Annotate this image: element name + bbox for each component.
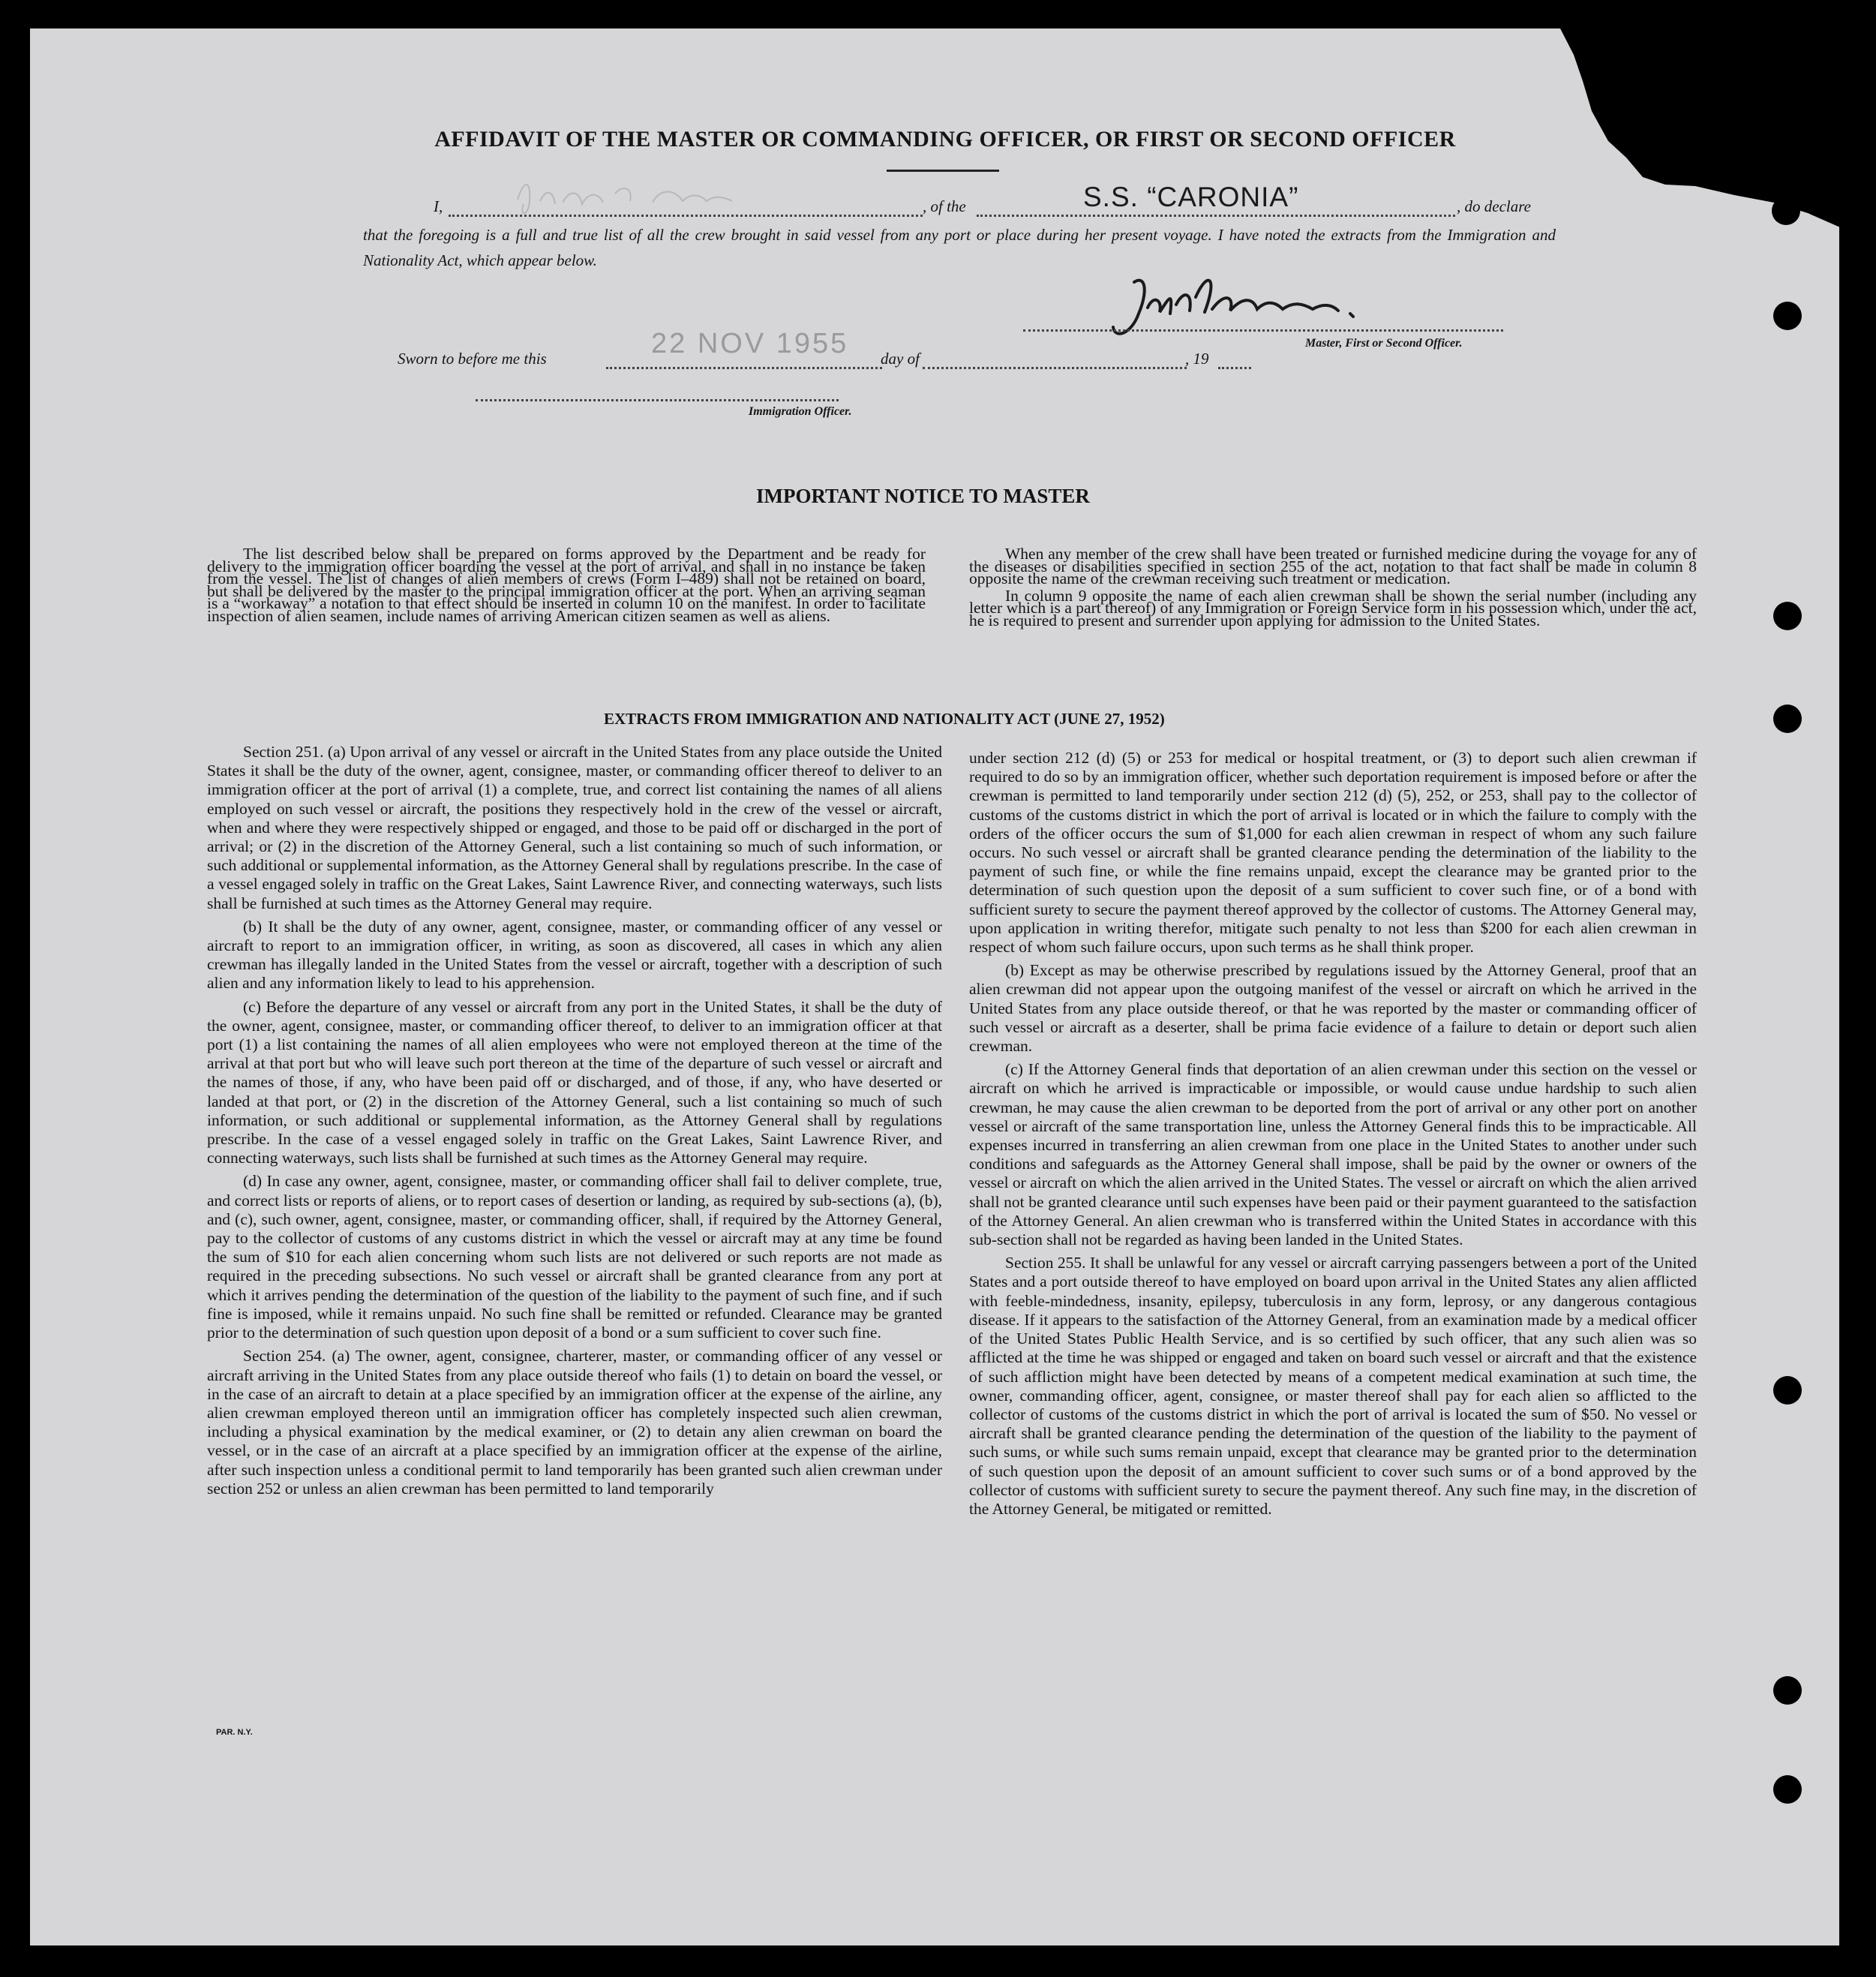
binder-hole: [1772, 197, 1800, 225]
title-rule: [887, 170, 999, 172]
extract-section-255: Section 255. It shall be unlawful for any vessel or aircraft carrying passengers between a port of the United States and a port outside thereof to have employed on board upon arrival in the United States any alien afflicted with feeble-mindedness, insanity, epilepsy, tuberculosis in any form, leprosy, or any dangerous contagious disease. If it appears to the satisfaction of the Attorney General, from an examination made by a medical officer of the United States Public Health Service, and is so certified by such officer, that any such alien was so afflicted at the time he was shipped or engaged and taken on board such vessel or aircraft and that the existence of such affliction might have been detected by means of a competent medical examination at such time, the owner, commanding officer, agent, consignee, or master thereof shall pay for each alien so afflicted to the collector of customs of the customs district in which the port of arrival is located the sum of $50. No vessel or aircraft shall be granted clearance pending the determination of the question of the liability to the payment of such sums, or while such sums remain unpaid, except that clearance may be granted prior to the determination of such question upon the deposit of an amount sufficient to cover such sums or of a bond approved by the collector of customs with sufficient surety to secure the payment thereof. Any such fine may, in the discretion of the Attorney General, be mitigated or remitted.: [969, 1254, 1697, 1518]
declaration-text: that the foregoing is a full and true list of all the crew brought in said vessel from any port or place during her present voyage. I have noted the extracts from the Immigration and Nationality Act, which appear below.: [363, 226, 1556, 269]
i-label: I,: [434, 197, 443, 215]
immigration-officer-line: [476, 399, 839, 401]
notice-right-paragraph-1: When any member of the crew shall have been treated or furnished medicine during the voyage for any of the diseases or disabilities specified in section 255 of the act, notation to that fact shall be made in column 8 opposite the name of the crewman receiving such treatment or medication.: [969, 545, 1697, 587]
binder-hole: [1773, 602, 1802, 630]
binder-hole: [1773, 302, 1802, 330]
torn-corner: [1560, 29, 1875, 276]
notice-title: IMPORTANT NOTICE TO MASTER: [756, 485, 1090, 507]
notice-right-column: [969, 545, 1697, 631]
extract-section-251-d: (d) In case any owner, agent, consignee, master, or commanding officer shall fail to deliver complete, true, and correct lists or reports of aliens, or to report cases of desertion or landing, as required by sub-sections (a), (b), and (c), such owner, agent, consignee, master, or commanding officer, shall, if required by the Attorney General, pay to the collector of customs of any customs district in which the vessel or aircraft may at any time be found the sum of $10 for each alien concerning whom such lists are not delivered or such reports are not made as required in the preceding subsections. No such vessel or aircraft shall be granted clearance from any port at which it arrives pending the determination of the question of the liability to the payment of such fine, and if such fine is imposed, while it remains unpaid. No such fine shall be remitted or refunded. Clearance may be granted prior to the determination of such question upon deposit of a bond or a sum sufficient to cover such fine.: [207, 1172, 942, 1342]
footer-mark: PAR. N.Y.: [216, 1728, 253, 1737]
binder-hole: [1773, 1676, 1802, 1705]
officer-caption: Immigration Officer.: [749, 405, 852, 418]
vessel-line: [977, 215, 1455, 217]
extract-section-251-b: (b) It shall be the duty of any owner, agent, consignee, master, or commanding officer of any vessel or aircraft to report to an immigration officer, in writing, as soon as discovered, all cases in which any alien crewman has illegally landed in the United States from the vessel or aircraft, together with a description of such alien and any information likely to lead to his apprehension.: [207, 917, 942, 993]
day-of-label: day of: [881, 350, 920, 368]
extract-section-251-a: Section 251. (a) Upon arrival of any vessel or aircraft in the United States from any place outside the United States it shall be the duty of the owner, agent, consignee, master, or commanding officer thereof to deliver to an immigration officer at the port of arrival (1) a complete, true, and correct list containing the names of all aliens employed on such vessel or aircraft, the positions they respectively hold in the crew of the vessel or aircraft, when and where they were respectively shipped or engaged, and those to be paid off or discharged in the port of arrival; or (2) in the discretion of the Attorney General, such a list containing so much of such information, or such additional or supplemental information, as the Attorney General shall by regulations prescribe. In the case of a vessel engaged solely in traffic on the Great Lakes, Saint Lawrence River, and connecting waterways, such lists shall be furnished at such times as the Attorney General may require.: [207, 743, 942, 912]
binder-hole: [1773, 1775, 1802, 1804]
extract-section-254-c: (c) If the Attorney General finds that deportation of an alien crewman under this section on the vessel or aircraft on which he arrived is impracticable or impossible, or would cause undue hardship to such alien crewman, he may cause the alien crewman to be deported from the port of arrival or any other port on another vessel or aircraft of the same transportation line, unless the Attorney General finds this to be impracticable. All expenses incurred in transferring an alien crewman from one place in the United States to another under such conditions and safeguards as the Attorney General shall impose, shall be paid by the owner or owners of the vessel or aircraft on which the alien arrived in the United States. The vessel or aircraft on which the alien arrived shall not be granted clearance until such expenses have been paid or their payment guaranteed to the satisfaction of the Attorney General. An alien crewman who is transferred within the United States in accordance with this sub-section shall not be regarded as having been landed in the United States.: [969, 1060, 1697, 1249]
sworn-day-line: [606, 367, 882, 369]
notice-left-paragraph: The list described below shall be prepared on forms approved by the Department and be ready for delivery to the immigration officer boarding the vessel at the port of arrival, and shall in no instance be taken from the vessel. The list of changes of alien members of crews (Form I–489) shall not be retained on board, but shall be delivered by the master to the principal immigration officer at the port. When an arriving seaman is a “workaway” a notation to that effect should be inserted in column 10 on the manifest. In order to facilitate inspection of alien seamen, include names of arriving American citizen seamen as well as aliens.: [207, 545, 926, 625]
faint-signature: [510, 171, 795, 225]
extract-section-254-a: Section 254. (a) The owner, agent, consignee, charterer, master, or commanding officer of any vessel or aircraft arriving in the United States from any place outside thereof who fails (1) to detain on board the vessel, or in the case of an aircraft to detain at a place specified by an immigration officer at the expense of the airline, any alien crewman employed thereon until an immigration officer has completely inspected such alien crewman, including a physical examination by the medical examiner, or (2) to detain any alien crewman on board the vessel, or in the case of an aircraft at a place specified by an immigration officer at the expense of the airline, after such inspection unless a conditional permit to land temporarily has been granted such alien crewman under section 252 or unless an alien crewman has been permitted to land temporarily: [207, 1347, 942, 1498]
date-stamp: 22 NOV 1955: [651, 328, 849, 359]
of-the-label: , of the: [923, 197, 966, 215]
notice-left-column: [207, 545, 926, 626]
master-signature-line: [1023, 329, 1503, 332]
extracts-title: EXTRACTS FROM IMMIGRATION AND NATIONALITY ACT (JUNE 27, 1952): [604, 710, 1165, 728]
form-sheet: [30, 29, 1839, 1945]
year-line: [1218, 367, 1251, 369]
declare-label: , do declare: [1457, 197, 1531, 215]
vessel-name: S.S. “CARONIA”: [1083, 182, 1299, 212]
month-line: [923, 367, 1187, 369]
extracts-left-column: [207, 743, 942, 1503]
year-label: , 19: [1185, 350, 1209, 368]
extract-section-254-a-continued: under section 212 (d) (5) or 253 for medical or hospital treatment, or (3) to deport such alien crewman if required to do so by an immigration officer, whether such deportation requirement is imposed before or after the crewman is permitted to land temporarily under section 212 (d) (5), 252, or 253, shall pay to the collector of customs of the customs district in which the port of arrival is located or in which the failure to comply with the orders of the officer occurs the sum of $1,000 for each alien crewman in respect of whom any such failure occurs. No such vessel or aircraft shall be granted clearance pending the determination of the liability to the payment of such fine, or while the fine remains unpaid, except the clearance may be granted prior to the determination of such question upon the deposit of a sum sufficient to cover such fine, or of a bond with sufficient surety to secure the payment thereof approved by the collector of customs. The Attorney General may, upon application in writing therefor, mitigate such penalty to not less than $200 for each alien crewman in respect of whom such failure occurs, upon such terms as he shall think proper.: [969, 749, 1697, 957]
binder-hole: [1773, 705, 1802, 733]
master-caption: Master, First or Second Officer.: [1305, 337, 1463, 350]
sworn-label: Sworn to before me this: [398, 350, 547, 368]
extract-section-254-b: (b) Except as may be otherwise prescribed by regulations issued by the Attorney General, proof that an alien crewman did not appear upon the outgoing manifest of the vessel or aircraft on which he arrived in the United States from any place outside thereof, or that he was reported by the master or commanding officer of such vessel or aircraft as a deserter, shall be prima facie evidence of a failure to detain or deport such alien crewman.: [969, 961, 1697, 1056]
extracts-right-column: [969, 749, 1697, 1523]
binder-hole: [1773, 1376, 1802, 1405]
notice-right-paragraph-2: In column 9 opposite the name of each alien crewman shall be shown the serial number (including any letter which is a part thereof) of any Immigration or Foreign Service form in his possession which, under the act, he is required to present and surrender upon applying for admission to the United States.: [969, 586, 1697, 629]
affidavit-title: AFFIDAVIT OF THE MASTER OR COMMANDING OFFICER, OR FIRST OR SECOND OFFICER: [434, 127, 1456, 152]
extract-section-251-c: (c) Before the departure of any vessel or aircraft from any port in the United States, it shall be the duty of the owner, agent, consignee, master, or commanding officer thereof, to deliver to an immigration officer at that port (1) a list containing the names of all alien employees who were not employed thereon at the time of the arrival at that port but who will leave such port thereon at the time of the departure of such vessel or aircraft and the names of those, if any, who have been paid off or discharged, and of those, if any, who have deserted or landed at that port, or (2) in the discretion of the Attorney General, such a list containing so much of such information, or such additional or supplemental information, as the Attorney General shall by regulations prescribe. In the case of a vessel engaged solely in traffic on the Great Lakes, Saint Lawrence River, and connecting waterways, such lists shall be furnished at such times as the Attorney General may require.: [207, 997, 942, 1167]
